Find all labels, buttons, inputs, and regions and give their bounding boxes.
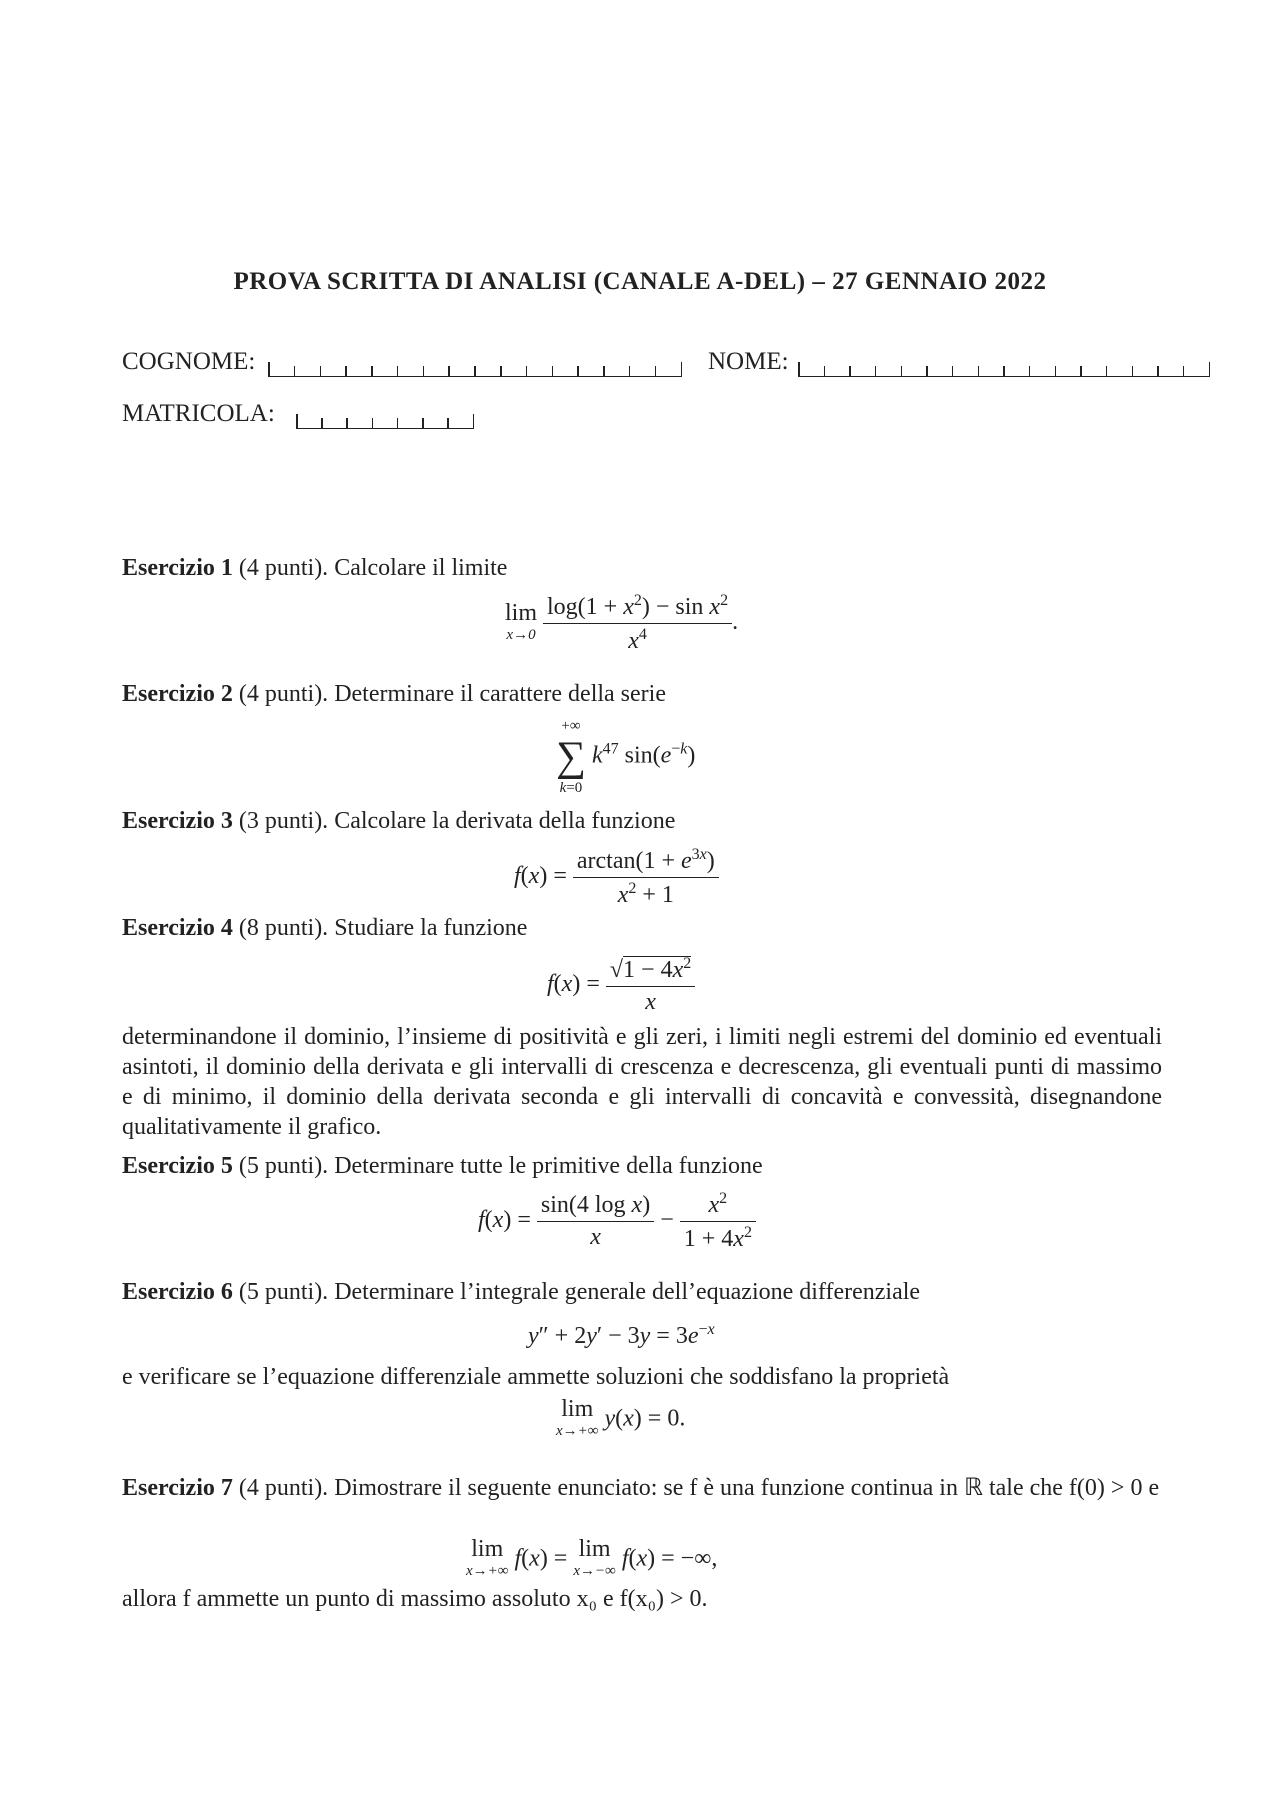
box-tick	[1157, 366, 1159, 376]
page-title: PROVA SCRITTA DI ANALISI (CANALE A-DEL) – 27 GENNAIO 2022	[233, 268, 1047, 295]
box-tick	[526, 366, 528, 376]
exercise-1-head: Esercizio 1	[122, 555, 233, 581]
box-tick	[473, 414, 475, 428]
box-tick	[447, 418, 449, 428]
exercise-3-formula: f(x) = $\frac{\arctan(1 + e^{3x})}{x^2 + 1}$	[514, 846, 719, 909]
cognome-field[interactable]	[268, 362, 682, 377]
exercise-2-formula: +∞ ∑ k=0 $k^{47}$ $\sin(e^{-k})$	[556, 718, 696, 796]
exercise-6-points: (5 punti).	[238, 1279, 329, 1305]
box-tick	[320, 366, 322, 376]
box-tick	[798, 362, 800, 376]
exercise-3-points: (3 punti).	[238, 808, 329, 834]
exercise-7-formula: lim x→+∞ f(x) = lim x→−∞ f(x) = −∞,	[466, 1536, 718, 1579]
box-tick	[371, 366, 373, 376]
box-tick	[577, 366, 579, 376]
box-tick	[1132, 366, 1134, 376]
box-tick	[500, 366, 502, 376]
box-tick	[681, 362, 683, 376]
exercise-2	[122, 679, 1162, 709]
box-tick	[1209, 362, 1211, 376]
box-tick	[901, 366, 903, 376]
box-tick	[296, 414, 298, 428]
box-tick	[397, 418, 399, 428]
exercise-4	[122, 913, 1162, 943]
exercise-7-points: (4 punti).	[238, 1475, 329, 1501]
box-tick	[423, 366, 425, 376]
exercise-5-formula: f(x) = $\frac{\text{sin(4 log x)}}{x}$ − $\frac{x^2}{1 + 4x^2}$	[478, 1190, 756, 1253]
box-tick	[321, 418, 323, 428]
box-tick	[1029, 366, 1031, 376]
exercise-1-points: (4 punti).	[238, 555, 329, 581]
exercise-5	[122, 1151, 1162, 1181]
box-tick	[345, 366, 347, 376]
box-tick	[346, 418, 348, 428]
box-tick	[1055, 366, 1057, 376]
box-tick	[952, 366, 954, 376]
nome-field[interactable]	[798, 362, 1210, 377]
box-tick	[1106, 366, 1108, 376]
cognome-label: COGNOME:	[122, 348, 256, 375]
box-tick	[1080, 366, 1082, 376]
exercise-2-points: (4 punti).	[238, 681, 329, 707]
exercise-3-head: Esercizio 3	[122, 808, 233, 834]
exercise-4-formula: f(x) = $\frac{√1 - 4x^2}{x}$	[547, 955, 695, 1016]
exercise-7-text: Dimostrare il seguente enunciato: se f è una funzione continua in ℝ tale che f(0) > 0 e	[334, 1475, 1160, 1501]
exercise-4-points: (8 punti).	[238, 915, 329, 941]
box-tick	[824, 366, 826, 376]
exercise-3	[122, 806, 1162, 836]
box-tick	[397, 366, 399, 376]
matricola-label: MATRICOLA:	[122, 400, 275, 427]
exercise-4-text: Studiare la funzione	[334, 915, 528, 941]
box-tick	[294, 366, 296, 376]
exercise-5-points: (5 punti).	[238, 1153, 329, 1179]
exercise-6-text: Determinare l’integrale generale dell’equazione differenziale	[334, 1279, 921, 1305]
exercise-1-formula: lim x→0 $\frac{\log(1 + x^2) - \sin x^2}{x^4}$ .	[505, 592, 739, 654]
box-tick	[372, 418, 374, 428]
box-tick	[1003, 366, 1005, 376]
exercise-1-text: Calcolare il limite	[334, 555, 508, 581]
exercise-4-head: Esercizio 4	[122, 915, 233, 941]
exercise-6-head: Esercizio 6	[122, 1279, 233, 1305]
exercise-6-equation: $y'' + 2y' - 3y = 3e^{-x}$	[528, 1321, 715, 1349]
box-tick	[422, 418, 424, 428]
box-tick	[875, 366, 877, 376]
exercise-4-after: determinandone il dominio, l’insieme di positività e gli zeri, i limiti negli estremi del dominio ed eventuali asintoti, il dominio della derivata e gli intervalli di crescenza e decrescenza, gli eventuali punti di massimo e di minimo, il dominio della derivata seconda e gli intervalli di concavità e convessità, disegnandone qualitativamente il grafico.	[122, 1024, 1162, 1140]
exercise-7-after: allora f ammette un punto di massimo assoluto x₀ e f(x₀) > 0.	[122, 1586, 708, 1612]
box-tick	[474, 366, 476, 376]
exercise-2-head: Esercizio 2	[122, 681, 233, 707]
exercise-6-after: e verificare se l’equazione differenziale ammette soluzioni che soddisfano la proprietà	[122, 1364, 950, 1390]
exercise-7-head: Esercizio 7	[122, 1475, 233, 1501]
box-tick	[655, 366, 657, 376]
box-tick	[448, 366, 450, 376]
exercise-3-text: Calcolare la derivata della funzione	[334, 808, 676, 834]
exercise-7	[122, 1473, 1162, 1503]
box-tick	[603, 366, 605, 376]
exercise-1	[122, 553, 1162, 583]
box-tick	[552, 366, 554, 376]
exercise-6-limit: lim x→+∞ y(x) = 0.	[556, 1396, 686, 1439]
box-tick	[978, 366, 980, 376]
box-tick	[268, 362, 270, 376]
box-tick	[1183, 366, 1185, 376]
box-tick	[849, 366, 851, 376]
box-tick	[926, 366, 928, 376]
matricola-field[interactable]	[296, 414, 474, 429]
nome-label: NOME:	[708, 348, 789, 375]
exercise-6	[122, 1277, 1162, 1307]
exercise-2-text: Determinare il carattere della serie	[334, 681, 666, 707]
box-tick	[629, 366, 631, 376]
exercise-5-head: Esercizio 5	[122, 1153, 233, 1179]
exercise-5-text: Determinare tutte le primitive della funzione	[334, 1153, 763, 1179]
